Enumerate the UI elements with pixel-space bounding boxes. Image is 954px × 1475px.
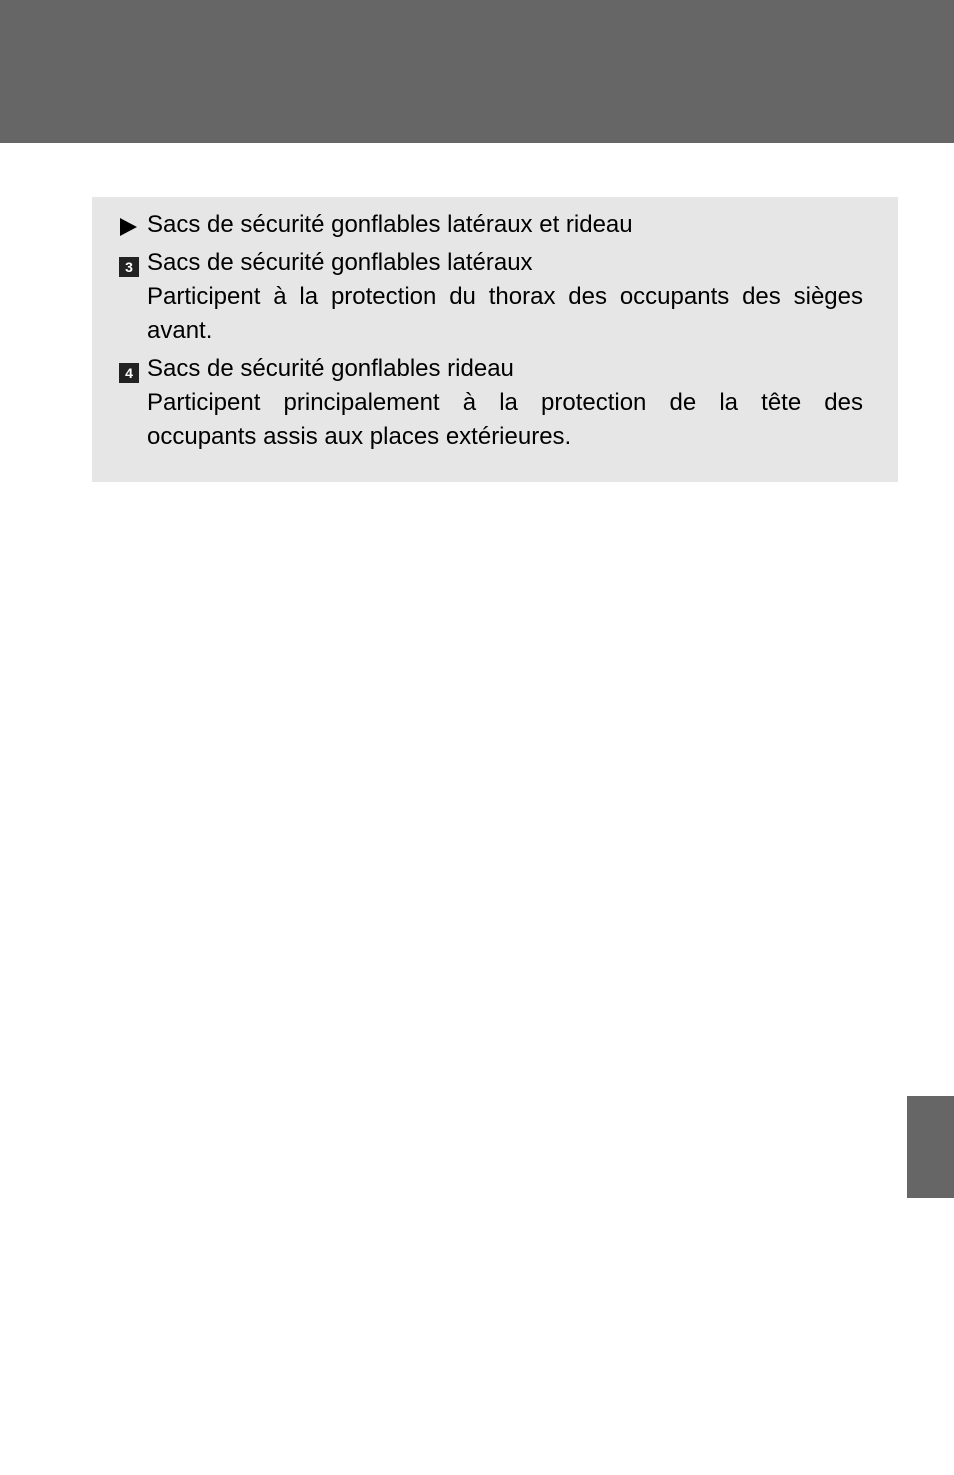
item-description: occupants assis aux places extérieures.: [147, 423, 572, 450]
number-4-icon: 4: [119, 363, 139, 383]
header-band: [0, 0, 954, 143]
item-title: Sacs de sécurité gonflables latéraux: [147, 249, 533, 276]
section-heading: Sacs de sécurité gonflables latéraux et rideau: [147, 211, 633, 238]
chapter-side-tab: [907, 1096, 954, 1198]
triangle-bullet-icon: [120, 218, 137, 236]
item-description: Participent à la protection du thorax des occupants des sièges: [147, 283, 863, 310]
item-title: Sacs de sécurité gonflables rideau: [147, 355, 514, 382]
number-3-icon: 3: [119, 257, 139, 277]
item-description: avant.: [147, 317, 213, 344]
item-description: Participent principalement à la protection de la tête des: [147, 389, 863, 416]
